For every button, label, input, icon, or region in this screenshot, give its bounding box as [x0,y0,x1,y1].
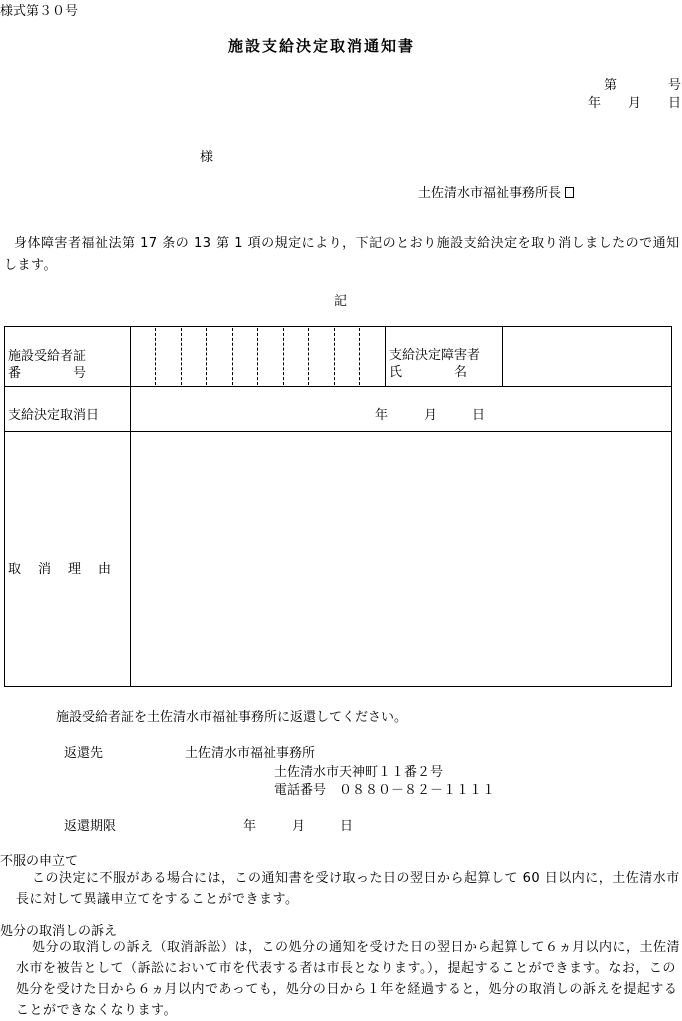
digit-divider [283,328,284,385]
intro-text: 身体障害者福祉法第 17 条の 13 第 1 項の規定により，下記のとおり施設支給決定を取り消しましたので通知します。 [4,236,680,273]
details-table [4,326,672,687]
return-destination-office: 土佐清水市福祉事務所 [185,746,316,761]
cancel-date-month: 月 [424,408,438,423]
return-deadline-label: 返還期限 [64,819,117,834]
person-label-line1: 支給決定障害者 [389,348,481,363]
ref-date-month: 月 [628,96,642,111]
return-destination-label: 返還先 [64,746,104,761]
table-row-divider [4,431,672,432]
document-title: 施設支給決定取消通知書 [228,37,416,55]
digit-divider [359,328,360,385]
digit-divider [257,328,258,385]
table-col-divider [502,326,503,386]
person-label-line2: 氏 名 [389,365,468,380]
cert-number-label-line1: 施設受給者証 [8,349,87,364]
issuer-name: 土佐清水市福祉事務所長 [418,186,562,201]
seal-icon [565,187,574,198]
addressee-suffix: 様 [200,150,214,165]
digit-divider [181,328,182,385]
lawsuit-heading: 処分の取消しの訴え [0,924,118,939]
cert-number-label-line2: 番 号 [8,366,87,381]
digit-divider [308,328,309,385]
lawsuit-text: 処分の取消しの訴え（取消訴訟）は，この処分の通知を受けた日の翌日から起算して６ヵ月以内に，土佐清水市を被告として（訴訟において市を代表する者は市長となります。），提起することができます。なお，この処分を受けた日から６ヵ月以内であっても，処分の日から１年を経過すると，処分の取消しの訴えを提起することができなくなります。 [16,940,681,1018]
table-col-divider [130,326,131,687]
return-destination-address: 土佐清水市天神町１１番２号 [274,765,444,780]
digit-divider [206,328,207,385]
cancel-date-year: 年 [375,408,389,423]
issuer [418,182,574,201]
digit-divider [155,328,156,385]
ki-label: 記 [334,294,348,309]
cancel-date-day: 日 [472,408,486,423]
form-number: 様式第３０号 [0,4,79,19]
return-deadline-day: 日 [340,819,354,834]
objection-heading: 不服の申立て [0,854,79,869]
return-deadline-month: 月 [292,819,306,834]
ref-date-year: 年 [588,96,602,111]
reason-label: 取 消 理 由 [8,562,114,577]
return-deadline-year: 年 [243,819,257,834]
digit-divider [232,328,233,385]
ref-date-day: 日 [668,96,682,111]
return-destination-phone: 電話番号 ０８８０－８２－１１１１ [274,783,496,798]
ref-number-suffix: 号 [668,78,682,93]
cancel-date-label: 支給決定取消日 [8,408,100,423]
return-notice: 施設受給者証を土佐清水市福祉事務所に返還してください。 [56,710,408,725]
ref-number-prefix: 第 [604,78,618,93]
table-row-divider [4,386,672,387]
digit-divider [334,328,335,385]
table-col-divider [385,326,386,386]
objection-text: この決定に不服がある場合には，この通知書を受け取った日の翌日から起算して 60 日以内に，土佐清水市長に対して異議申立てをすることができます。 [16,871,680,907]
